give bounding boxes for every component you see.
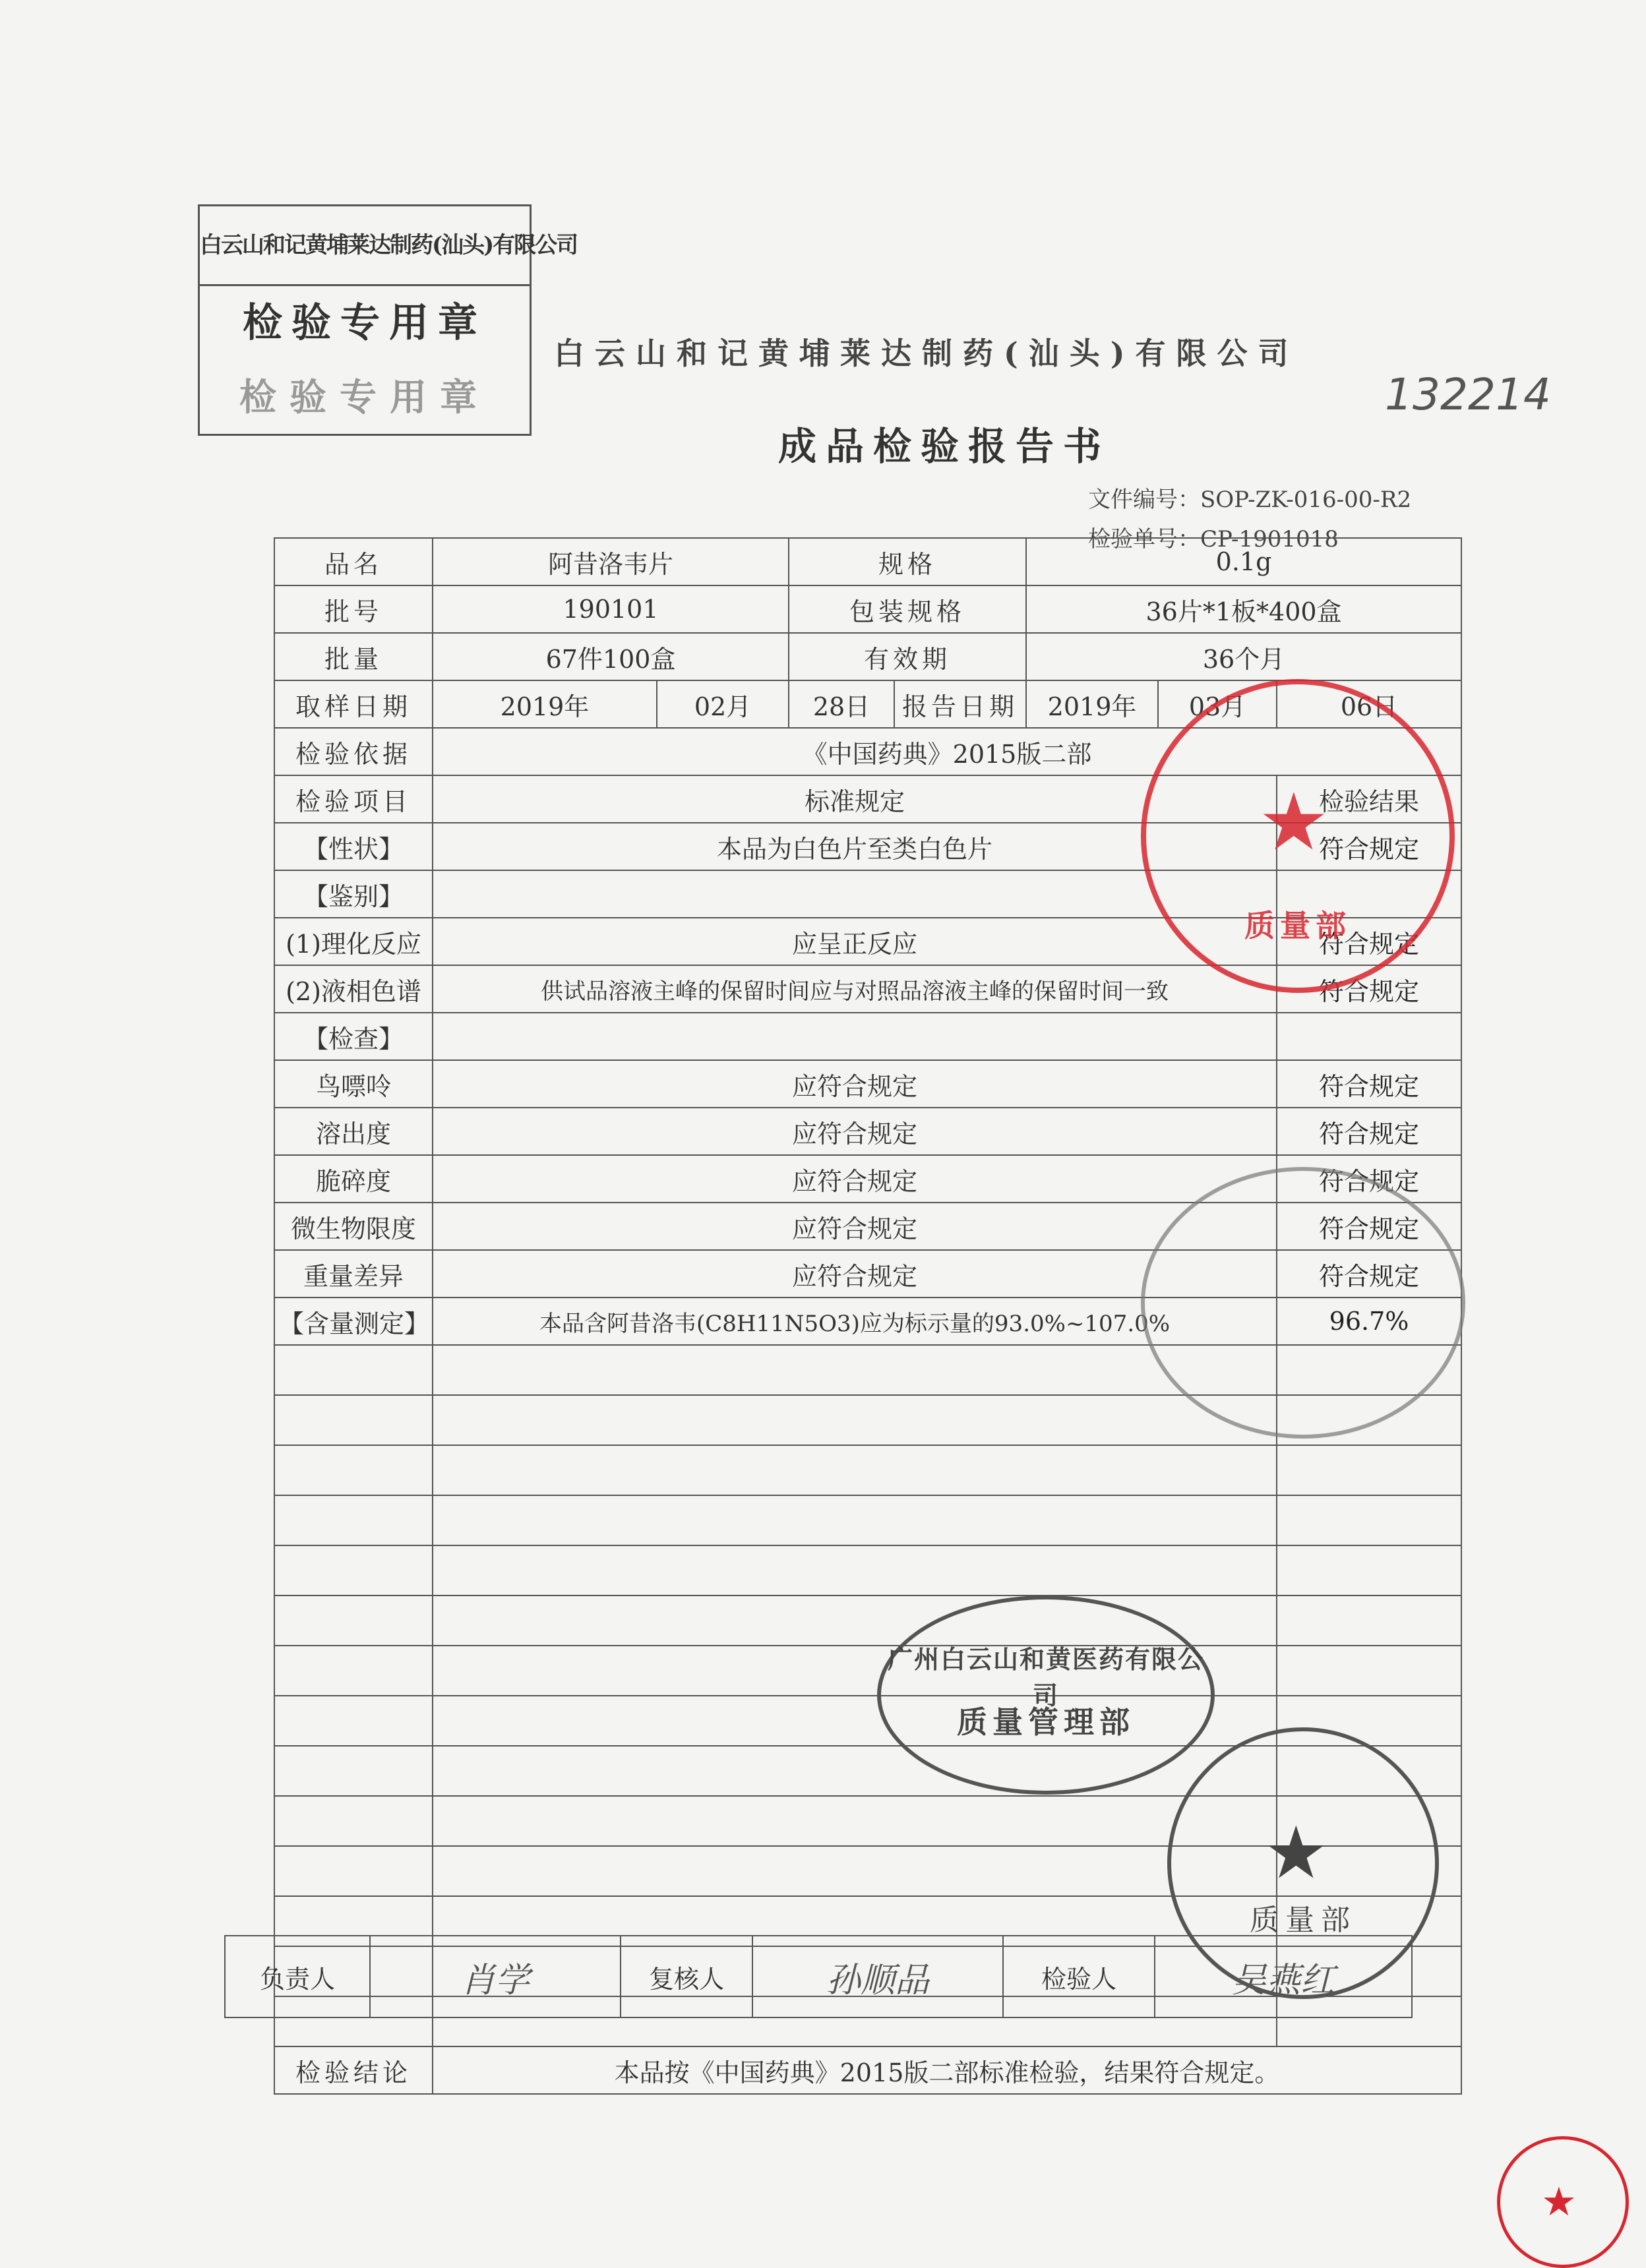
table-row: [274, 585, 1461, 633]
row-result: 符合规定: [1277, 1250, 1461, 1298]
row-item: (1)理化反应: [274, 918, 433, 965]
table-row: [274, 1108, 1461, 1155]
report-day: 06日: [1277, 680, 1461, 728]
conclusion-text: 本品按《中国药典》2015版二部标准检验，结果符合规定。: [433, 2046, 1461, 2094]
inspection-stamp: [198, 204, 578, 436]
row-item: 溶出度: [274, 1108, 433, 1155]
validity-value: 36个月: [1026, 633, 1461, 680]
blank-row: [274, 1545, 1461, 1596]
report-month: 03月: [1158, 680, 1277, 728]
row-standard: 应符合规定: [433, 1060, 1277, 1108]
file-number-value: SOP-ZK-016-00-R2: [1200, 487, 1412, 513]
batch-no-label: 批号: [274, 585, 433, 633]
row-standard: 本品为白色片至类白色片: [433, 823, 1277, 870]
sample-month: 02月: [657, 680, 789, 728]
table-row: [274, 633, 1461, 680]
round-quality-seal: [1167, 1727, 1439, 1999]
row-result: 符合规定: [1277, 1155, 1461, 1203]
file-number: [1088, 481, 1411, 514]
inspector-label: 检验人: [1003, 1936, 1155, 2017]
header-standard: 标准规定: [433, 775, 1277, 823]
row-result: 符合规定: [1277, 965, 1461, 1013]
blank-row: [274, 1646, 1461, 1696]
batch-no: 190101: [433, 585, 789, 633]
blank-row: [274, 1596, 1461, 1646]
sample-year: 2019年: [433, 680, 657, 728]
package-value: 36片*1板*400盒: [1026, 585, 1461, 633]
row-item: 【鉴别】: [274, 870, 433, 918]
report-date-label: 报告日期: [894, 680, 1026, 728]
row-standard: [433, 1013, 1277, 1060]
row-item: 重量差异: [274, 1250, 433, 1298]
row-item: 【性状】: [274, 823, 433, 870]
conclusion-label: 检验结论: [274, 2046, 433, 2094]
quantity-label: 批量: [274, 633, 433, 680]
handwritten-number: 132214: [1385, 369, 1551, 420]
sample-date-label: 取样日期: [274, 680, 433, 728]
file-number-label: 文件编号：: [1088, 487, 1200, 513]
row-standard: 应符合规定: [433, 1155, 1277, 1203]
package-label: 包装规格: [789, 585, 1026, 633]
row-standard: 应呈正反应: [433, 918, 1277, 965]
basis-label: 检验依据: [274, 728, 433, 775]
row-standard: 供试品溶液主峰的保留时间应与对照品溶液主峰的保留时间一致: [433, 965, 1277, 1013]
report-number-value: CP-1901018: [1200, 526, 1339, 552]
row-result: 符合规定: [1277, 918, 1461, 965]
company-name: 白云山和记黄埔莱达制药(汕头)有限公司: [554, 336, 1299, 371]
table-row: [274, 538, 1461, 585]
product-name: 阿昔洛韦片: [433, 538, 789, 585]
gray-round-seal: [1141, 1167, 1465, 1439]
row-item: 【检查】: [274, 1013, 433, 1060]
row-item: 脆碎度: [274, 1155, 433, 1203]
row-result: 符合规定: [1277, 1108, 1461, 1155]
row-standard: 应符合规定: [433, 1250, 1277, 1298]
oval-quality-seal: [877, 1596, 1215, 1795]
reviewer-signature: 孙顺品: [752, 1936, 1003, 2017]
star-icon: ★: [1541, 2179, 1577, 2225]
page-title: 成品检验报告书: [778, 424, 1111, 469]
row-result: 96.7%: [1277, 1298, 1461, 1345]
responsible-label: 负责人: [225, 1936, 370, 2017]
table-row: [274, 1060, 1461, 1108]
row-standard: 应符合规定: [433, 1203, 1277, 1250]
inspector-signature: 吴燕红: [1155, 1936, 1412, 2017]
row-result: [1277, 1013, 1461, 1060]
table-row: [274, 1013, 1461, 1060]
stamp-title: 检验专用章: [243, 300, 487, 346]
validity-label: 有效期: [789, 633, 1026, 680]
row-standard: 应符合规定: [433, 1108, 1277, 1155]
spec-label: 规格: [789, 538, 1026, 585]
basis-value: 《中国药典》2015版二部: [433, 728, 1461, 775]
row-result: 符合规定: [1277, 823, 1461, 870]
reviewer-label: 复核人: [621, 1936, 752, 2017]
stamp-company: 白云山和记黄埔莱达制药(汕头)有限公司: [200, 206, 530, 286]
product-name-label: 品名: [274, 538, 433, 585]
report-number-label: 检验单号：: [1088, 526, 1200, 552]
conclusion-row: [274, 2046, 1461, 2094]
red-quality-seal: [1141, 679, 1455, 993]
blank-row: [274, 1445, 1461, 1495]
row-item: 鸟嘌呤: [274, 1060, 433, 1108]
report-year: 2019年: [1026, 680, 1158, 728]
spec-value: 0.1g: [1026, 538, 1461, 585]
row-item: 【含量测定】: [274, 1298, 433, 1345]
row-item: 微生物限度: [274, 1203, 433, 1250]
round-seal-text: 质量部: [1250, 1903, 1356, 1937]
red-seal-text: 质量部: [1244, 908, 1351, 943]
star-icon: ★: [1264, 1810, 1329, 1895]
small-red-seal: [1497, 2136, 1629, 2268]
header-result: 检验结果: [1277, 775, 1461, 823]
row-item: (2)液相色谱: [274, 965, 433, 1013]
quantity-value: 67件100盒: [433, 633, 789, 680]
responsible-signature: 肖学: [370, 1936, 621, 2017]
oval-seal-dept: 质量管理部: [957, 1704, 1135, 1740]
blank-row: [274, 1495, 1461, 1545]
header-item: 检验项目: [274, 775, 433, 823]
oval-seal-company: 广州白云山和黄医药有限公司: [887, 1644, 1204, 1710]
stamp-title-faded: 检验专用章: [239, 376, 490, 419]
star-icon: ★: [1258, 777, 1329, 868]
row-result: 符合规定: [1277, 1060, 1461, 1108]
row-result: 符合规定: [1277, 1203, 1461, 1250]
sample-day: 28日: [789, 680, 894, 728]
row-standard: 本品含阿昔洛韦(C8H11N5O3)应为标示量的93.0%~107.0%: [433, 1298, 1277, 1345]
